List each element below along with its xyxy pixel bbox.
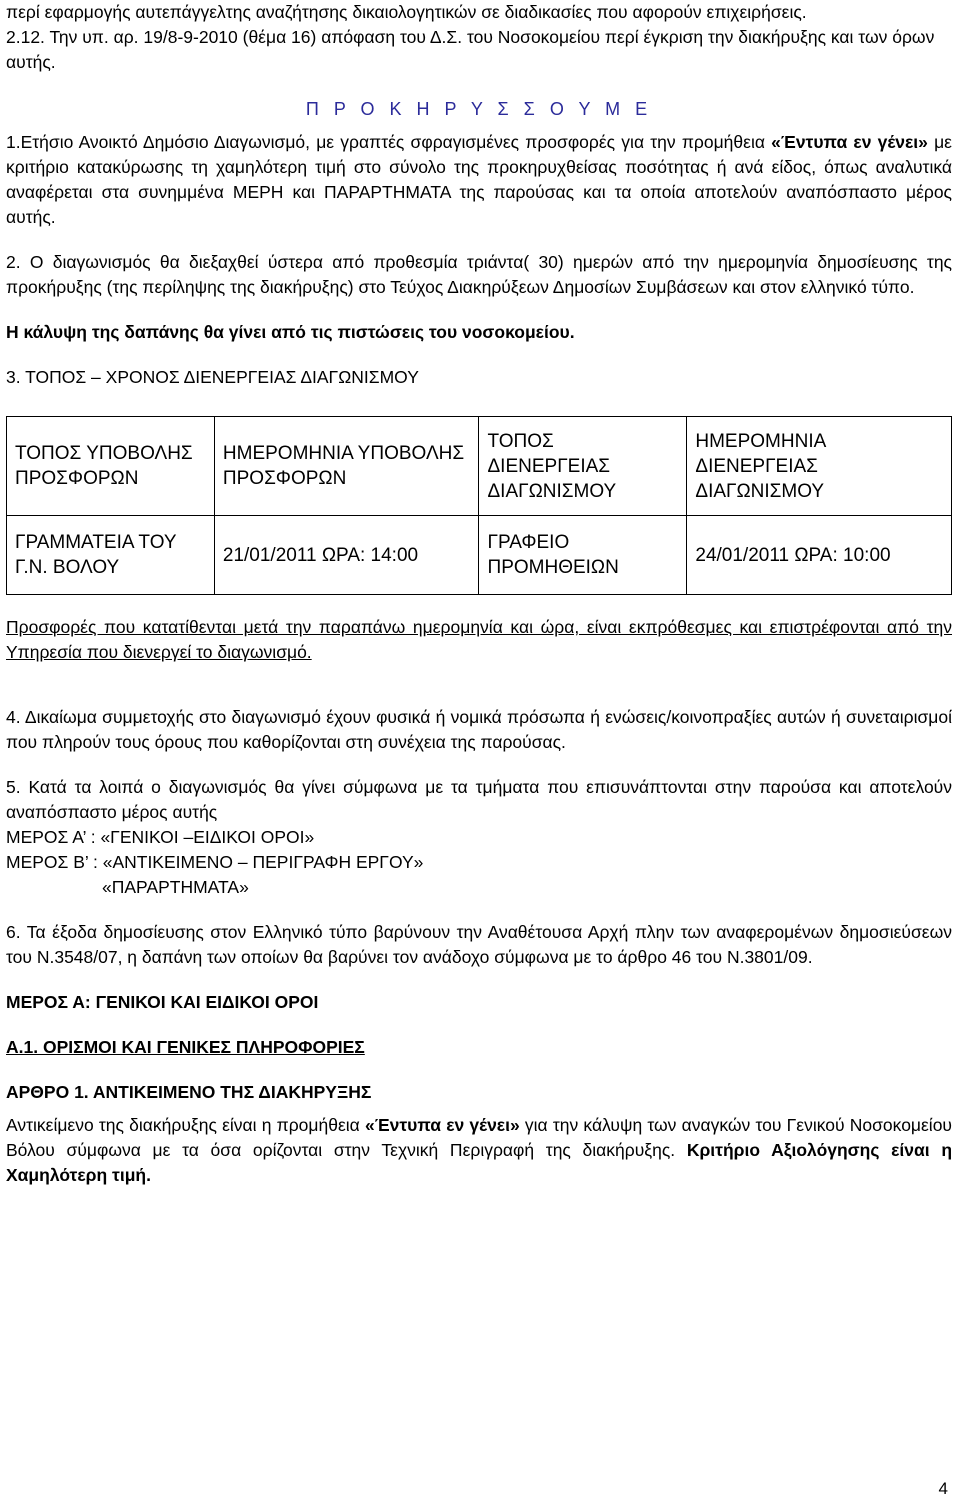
proclaim-heading: Π Ρ Ο Κ Η Ρ Υ Σ Σ Ο Υ Μ Ε [305, 99, 653, 119]
section-1 [6, 130, 952, 230]
article-1-text-a: Αντικείμενο της διακήρυξης είναι η προμήθεια [6, 1115, 365, 1135]
section-1-product: «Έντυπα εν γένει» [771, 132, 928, 152]
part-a-heading: ΜΕΡΟΣ Α: ΓΕΝΙΚΟΙ ΚΑΙ ΕΙΔΙΚΟΙ ΟΡΟΙ [6, 992, 319, 1012]
part-b-ref: ΜΕΡΟΣ Β’ : «ΑΝΤΙΚΕΙΜΕΝΟ – ΠΕΡΙΓΡΑΦΗ ΕΡΓΟΥ» [6, 852, 424, 872]
section-3-heading: 3. ΤΟΠΟΣ – ΧΡΟΝΟΣ ΔΙΕΝΕΡΓΕΙΑΣ ΔΙΑΓΩΝΙΣΜΟΥ [6, 367, 419, 387]
section-5: 5. Κατά τα λοιπά ο διαγωνισμός θα γίνει σύμφωνα με τα τμήματα που επισυνάπτονται στην παρούσα και αποτελούν αναπόσπαστο μέρος αυτής [6, 777, 952, 822]
table-row [7, 516, 952, 595]
table-cell: 21/01/2011 ΩΡΑ: 14:00 [214, 516, 479, 595]
section-2: 2. Ο διαγωνισμός θα διεξαχθεί ύστερα από προθεσμία τριάντα( 30) ημερών από την ημερομηνία δημοσίευσης της προκήρυξης (της περίληψης της διακήρυξης) στο Τεύχος Διακηρύξεων Δημοσίων Συμβάσεων και στον ελληνικό τύπο. [6, 252, 952, 297]
table-cell: ΓΡΑΜΜΑΤΕΙΑ ΤΟΥ Γ.Ν. ΒΟΛΟΥ [7, 516, 215, 595]
section-1-text-a: 1.Ετήσιο Ανοικτό Δημόσιο Διαγωνισμό, με γραπτές σφραγισμένες προσφορές για την προμήθεια [6, 132, 772, 152]
table-header-cell: ΤΟΠΟΣ ΔΙΕΝΕΡΓΕΙΑΣ ΔΙΑΓΩΝΙΣΜΟΥ [479, 417, 687, 516]
a1-heading: Α.1. ΟΡΙΣΜΟΙ ΚΑΙ ΓΕΝΙΚΕΣ ΠΛΗΡΟΦΟΡΙΕΣ [6, 1037, 365, 1057]
document-page [6, 0, 952, 1188]
schedule-table [6, 416, 952, 595]
funding-note: Η κάλυψη της δαπάνης θα γίνει από τις πιστώσεις του νοσοκομείου. [6, 322, 575, 342]
article-1-text-b: για την κάλυψη των αναγκών του Γενικού Νοσοκομείου Βόλου σύμφωνα με τα όσα ορίζονται στην Τεχνική Περιγραφή της διακήρυξης. [6, 1115, 952, 1160]
article-1-heading: ΑΡΘΡΟ 1. ΑΝΤΙΚΕΙΜΕΝΟ ΤΗΣ ΔΙΑΚΗΡΥΞΗΣ [6, 1082, 372, 1102]
page-number: 4 [938, 1479, 948, 1498]
part-a-ref: ΜΕΡΟΣ Α’ : «ΓΕΝΙΚΟΙ –ΕΙΔΙΚΟΙ ΟΡΟΙ» [6, 827, 315, 847]
article-1-product: «Έντυπα εν γένει» [364, 1115, 520, 1135]
item-2-12: 2.12. Την υπ. αρ. 19/8-9-2010 (θέμα 16) απόφαση του Δ.Σ. του Νοσοκομείου περί έγκριση την διακήρυξης και των όρων αυτής. [6, 27, 935, 72]
section-4: 4. Δικαίωμα συμμετοχής στο διαγωνισμό έχουν φυσικά ή νομικά πρόσωπα ή ενώσεις/κοινοπραξίες αυτών ή συνεταιρισμοί που πληρούν τους όρους που καθορίζονται στη συνέχεια της παρούσας. [6, 707, 952, 752]
article-1-criterion: Κριτήριο Αξιολόγησης είναι η Χαμηλότερη τιμή. [6, 1140, 953, 1185]
table-header-cell: ΗΜΕΡΟΜΗΝΙΑ ΥΠΟΒΟΛΗΣ ΠΡΟΣΦΟΡΩΝ [214, 417, 479, 516]
table-cell: 24/01/2011 ΩΡΑ: 10:00 [687, 516, 952, 595]
annexes-ref: «ΠΑΡΑΡΤΗΜΑΤΑ» [102, 877, 249, 897]
article-1-text [6, 1113, 952, 1188]
late-offers-note: Προσφορές που κατατίθενται μετά την παραπάνω ημερομηνία και ώρα, είναι εκπρόθεσμες και επιστρέφονται από την Υπηρεσία που διενεργεί το διαγωνισμό. [6, 617, 952, 662]
table-header-row [7, 417, 952, 516]
section-6: 6. Τα έξοδα δημοσίευσης στον Ελληνικό τύπο βαρύνουν την Αναθέτουσα Αρχή πλην των αναφερομένων δημοσιεύσεων του Ν.3548/07, η δαπάνη των οποίων θα βαρύνει τον ανάδοχο σύμφωνα με το άρθρο 46 του Ν.3801/09. [6, 922, 952, 967]
table-cell: ΓΡΑΦΕΙΟ ΠΡΟΜΗΘΕΙΩΝ [479, 516, 687, 595]
table-header-cell: ΤΟΠΟΣ ΥΠΟΒΟΛΗΣ ΠΡΟΣΦΟΡΩΝ [7, 417, 215, 516]
intro-continuation: περί εφαρμογής αυτεπάγγελτης αναζήτησης δικαιολογητικών σε διαδικασίες που αφορούν επιχειρήσεις. [6, 2, 807, 22]
section-1-text-b: με κριτήριο κατακύρωσης τη χαμηλότερη τιμή στο σύνολο της προκηρυχθείσας ποσότητας ή ανά είδος, όπως αναλυτικά αναφέρεται στα συνημμένα ΜΕΡΗ και ΠΑΡΑΡΤΗΜΑΤΑ της παρούσας και τα οποία αποτελούν αναπόσπαστο μέρος αυτής. [6, 132, 952, 227]
table-header-cell: ΗΜΕΡΟΜΗΝΙΑ ΔΙΕΝΕΡΓΕΙΑΣ ΔΙΑΓΩΝΙΣΜΟΥ [687, 417, 952, 516]
